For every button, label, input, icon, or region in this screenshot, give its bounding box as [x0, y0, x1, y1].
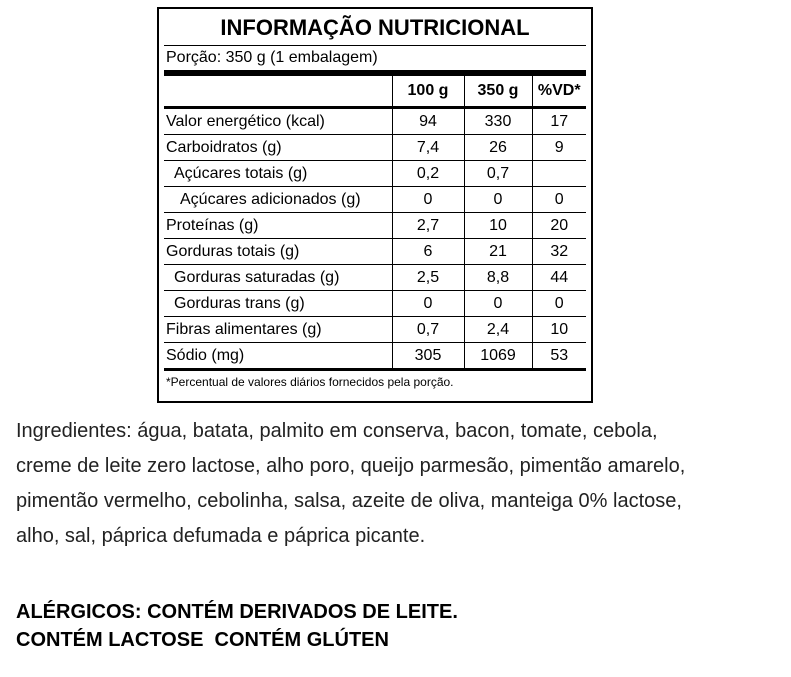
nutrient-name: Fibras alimentares (g) — [164, 317, 392, 343]
value-vd: 0 — [532, 187, 586, 213]
value-100g: 7,4 — [392, 135, 464, 161]
table-row — [164, 108, 586, 135]
allergens-line-2: CONTÉM LACTOSE CONTÉM GLÚTEN — [16, 629, 389, 651]
nutrient-name: Gorduras trans (g) — [164, 291, 392, 317]
nutrient-name: Sódio (mg) — [164, 343, 392, 370]
column-header-100g: 100 g — [392, 76, 464, 108]
value-vd: 9 — [532, 135, 586, 161]
value-vd: 53 — [532, 343, 586, 370]
nutrient-name: Proteínas (g) — [164, 213, 392, 239]
value-vd: 20 — [532, 213, 586, 239]
nutrition-table-body — [164, 108, 586, 370]
table-row — [164, 291, 586, 317]
value-vd: 32 — [532, 239, 586, 265]
nutrition-table — [164, 76, 586, 371]
value-100g: 94 — [392, 108, 464, 135]
allergens-block — [16, 598, 458, 654]
value-350g: 1069 — [464, 343, 532, 370]
value-350g: 21 — [464, 239, 532, 265]
value-350g: 10 — [464, 213, 532, 239]
value-350g: 0 — [464, 187, 532, 213]
value-350g: 330 — [464, 108, 532, 135]
nutrient-name: Gorduras saturadas (g) — [164, 265, 392, 291]
portion-size: Porção: 350 g (1 embalagem) — [164, 46, 586, 76]
table-row — [164, 265, 586, 291]
column-header-vd: %VD* — [532, 76, 586, 108]
column-header-name — [164, 76, 392, 108]
footnote: *Percentual de valores diários fornecidos pela porção. — [166, 375, 454, 389]
table-row — [164, 213, 586, 239]
nutrient-name: Açúcares totais (g) — [164, 161, 392, 187]
value-100g: 0 — [392, 187, 464, 213]
value-vd: 44 — [532, 265, 586, 291]
value-350g: 8,8 — [464, 265, 532, 291]
table-row — [164, 161, 586, 187]
nutrient-name: Gorduras totais (g) — [164, 239, 392, 265]
value-100g: 6 — [392, 239, 464, 265]
table-row — [164, 187, 586, 213]
nutrient-name: Valor energético (kcal) — [164, 108, 392, 135]
table-row — [164, 317, 586, 343]
value-vd: 10 — [532, 317, 586, 343]
nutrition-title: INFORMAÇÃO NUTRICIONAL — [164, 14, 586, 46]
allergens-line-1: ALÉRGICOS: CONTÉM DERIVADOS DE LEITE. — [16, 601, 458, 623]
value-vd: 0 — [532, 291, 586, 317]
nutrient-name: Carboidratos (g) — [164, 135, 392, 161]
value-100g: 305 — [392, 343, 464, 370]
value-350g: 2,4 — [464, 317, 532, 343]
nutrition-facts-panel — [157, 7, 593, 403]
value-350g: 26 — [464, 135, 532, 161]
column-header-350g: 350 g — [464, 76, 532, 108]
ingredients-text: Ingredientes: água, batata, palmito em conserva, bacon, tomate, cebola, creme de leite zero lactose, alho poro, queijo parmesão, pimentão amarelo, pimentão vermelho, cebolinha, salsa, azeite de oliva, manteiga 0% lactose, alho, sal, páprica defumada e páprica picante. — [16, 420, 686, 547]
table-header-row — [164, 76, 586, 108]
table-row — [164, 239, 586, 265]
value-vd: 17 — [532, 108, 586, 135]
value-100g: 0,7 — [392, 317, 464, 343]
nutrient-name: Açúcares adicionados (g) — [164, 187, 392, 213]
value-100g: 0,2 — [392, 161, 464, 187]
value-100g: 2,5 — [392, 265, 464, 291]
value-350g: 0 — [464, 291, 532, 317]
value-100g: 0 — [392, 291, 464, 317]
value-350g: 0,7 — [464, 161, 532, 187]
table-row — [164, 135, 586, 161]
value-vd — [532, 161, 586, 187]
value-100g: 2,7 — [392, 213, 464, 239]
table-row — [164, 343, 586, 370]
